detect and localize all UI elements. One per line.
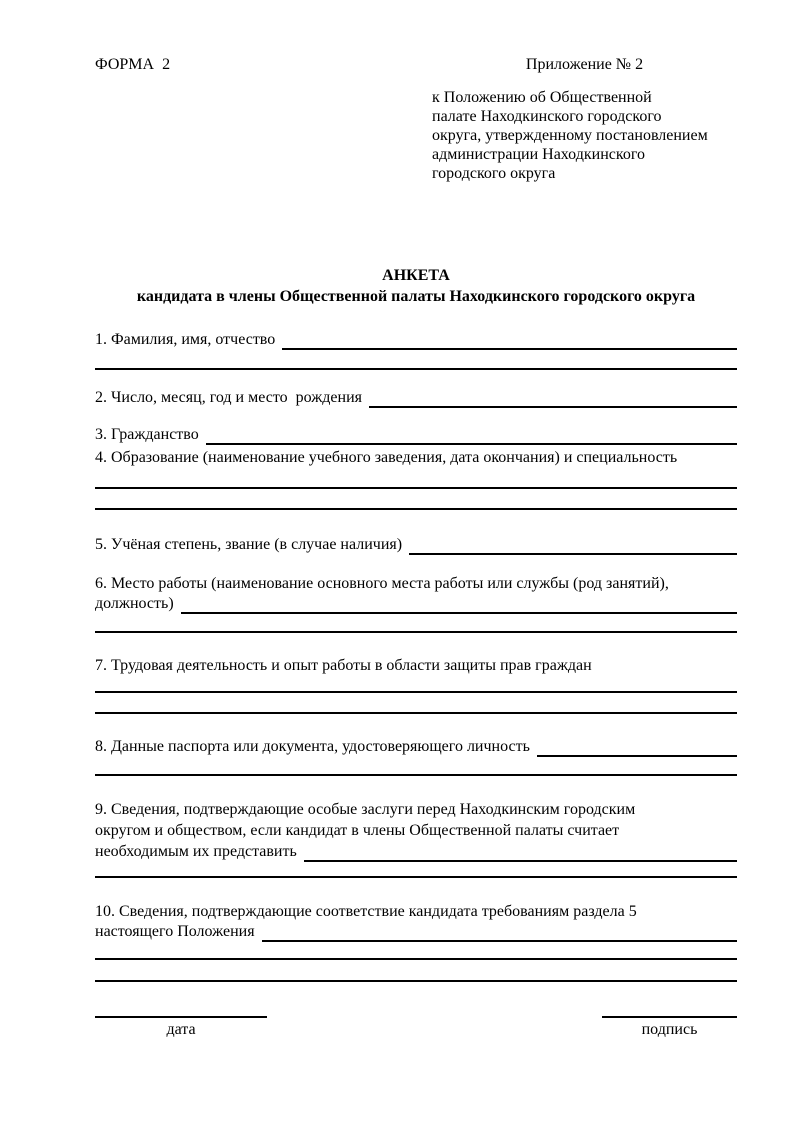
field-9-label: 9. Сведения, подтверждающие особые заслуги перед Находкинским городским [95,801,636,818]
field-7-blank-line [95,676,737,693]
field-6-extra-blank-line [95,614,737,633]
appendix-title: Приложение № 2 [525,56,644,73]
signature-section [95,996,737,1040]
field-1-row [95,330,737,350]
field-9-extra-blank-line [95,862,737,878]
date-cell [95,996,267,1040]
form-title: АНКЕТА [382,267,450,284]
date-label: дата [166,1021,196,1038]
field-4-extra-blank-line [95,489,737,510]
field-10-label-continued: настоящего Положения [95,923,255,940]
signature-blank-line [602,996,737,1018]
field-2-row [95,388,737,408]
field-5-label: 5. Учёная степень, звание (в случае наличия) [95,536,403,553]
field-10-blank-line [262,940,737,942]
field-6-blank-line [181,612,737,614]
appendix-line: к Положению об Общественной [432,89,652,106]
field-10-blank-line-2 [95,942,737,960]
field-9-row [95,841,737,862]
field-3-label: 3. Гражданство [95,426,199,443]
date-blank-line [95,996,267,1018]
appendix-block [432,55,737,183]
field-2-blank-line [369,406,737,408]
field-4-label: 4. Образование (наименование учебного заведения, дата окончания) и специальность [95,449,678,466]
field-6-row [95,594,737,614]
field-9-label-end: необходимым их представить [95,843,297,860]
field-9-block [95,799,737,862]
field-8-extra-blank-line [95,757,737,776]
appendix-line: округа, утвержденному постановлением [432,127,708,144]
field-5-row [95,535,737,555]
field-10-blank-line-3 [95,960,737,982]
field-10-label: 10. Сведения, подтверждающие соответствие кандидата требованиям раздела 5 [95,903,637,920]
field-8-blank-line [537,755,737,757]
field-1-label: 1. Фамилия, имя, отчество [95,331,276,348]
field-3-row [95,425,737,445]
field-4-blank-line [95,468,737,489]
page-header [95,55,737,183]
field-5-blank-line [409,553,737,555]
form-number-label: ФОРМА 2 [95,56,171,73]
field-9-blank-line [304,860,737,862]
field-1-blank-line [282,348,737,350]
form-subtitle: кандидата в члены Общественной палаты Находкинского городского округа [136,288,696,305]
field-7-label: 7. Трудовая деятельность и опыт работы в области защиты прав граждан [95,657,592,674]
field-6-label: 6. Место работы (наименование основного места работы или службы (род занятий), [95,575,669,592]
field-2-label: 2. Число, месяц, год и место рождения [95,389,362,406]
field-7-extra-blank-line [95,693,737,714]
field-10-row [95,922,737,942]
field-8-label: 8. Данные паспорта или документа, удостоверяющего личность [95,738,530,755]
field-6-label-continued: должность) [95,595,174,612]
appendix-line: городского округа [432,165,556,182]
field-1-extra-blank-line [95,350,737,370]
appendix-line: администрации Находкинского [432,146,645,163]
signature-label: подпись [641,1021,698,1038]
signature-cell [602,996,737,1040]
field-3-blank-line [206,443,737,445]
field-8-row [95,737,737,757]
appendix-line: палате Находкинского городского [432,108,662,125]
field-9-label-continued: округом и обществом, если кандидат в члены Общественной палаты считает [95,822,620,839]
